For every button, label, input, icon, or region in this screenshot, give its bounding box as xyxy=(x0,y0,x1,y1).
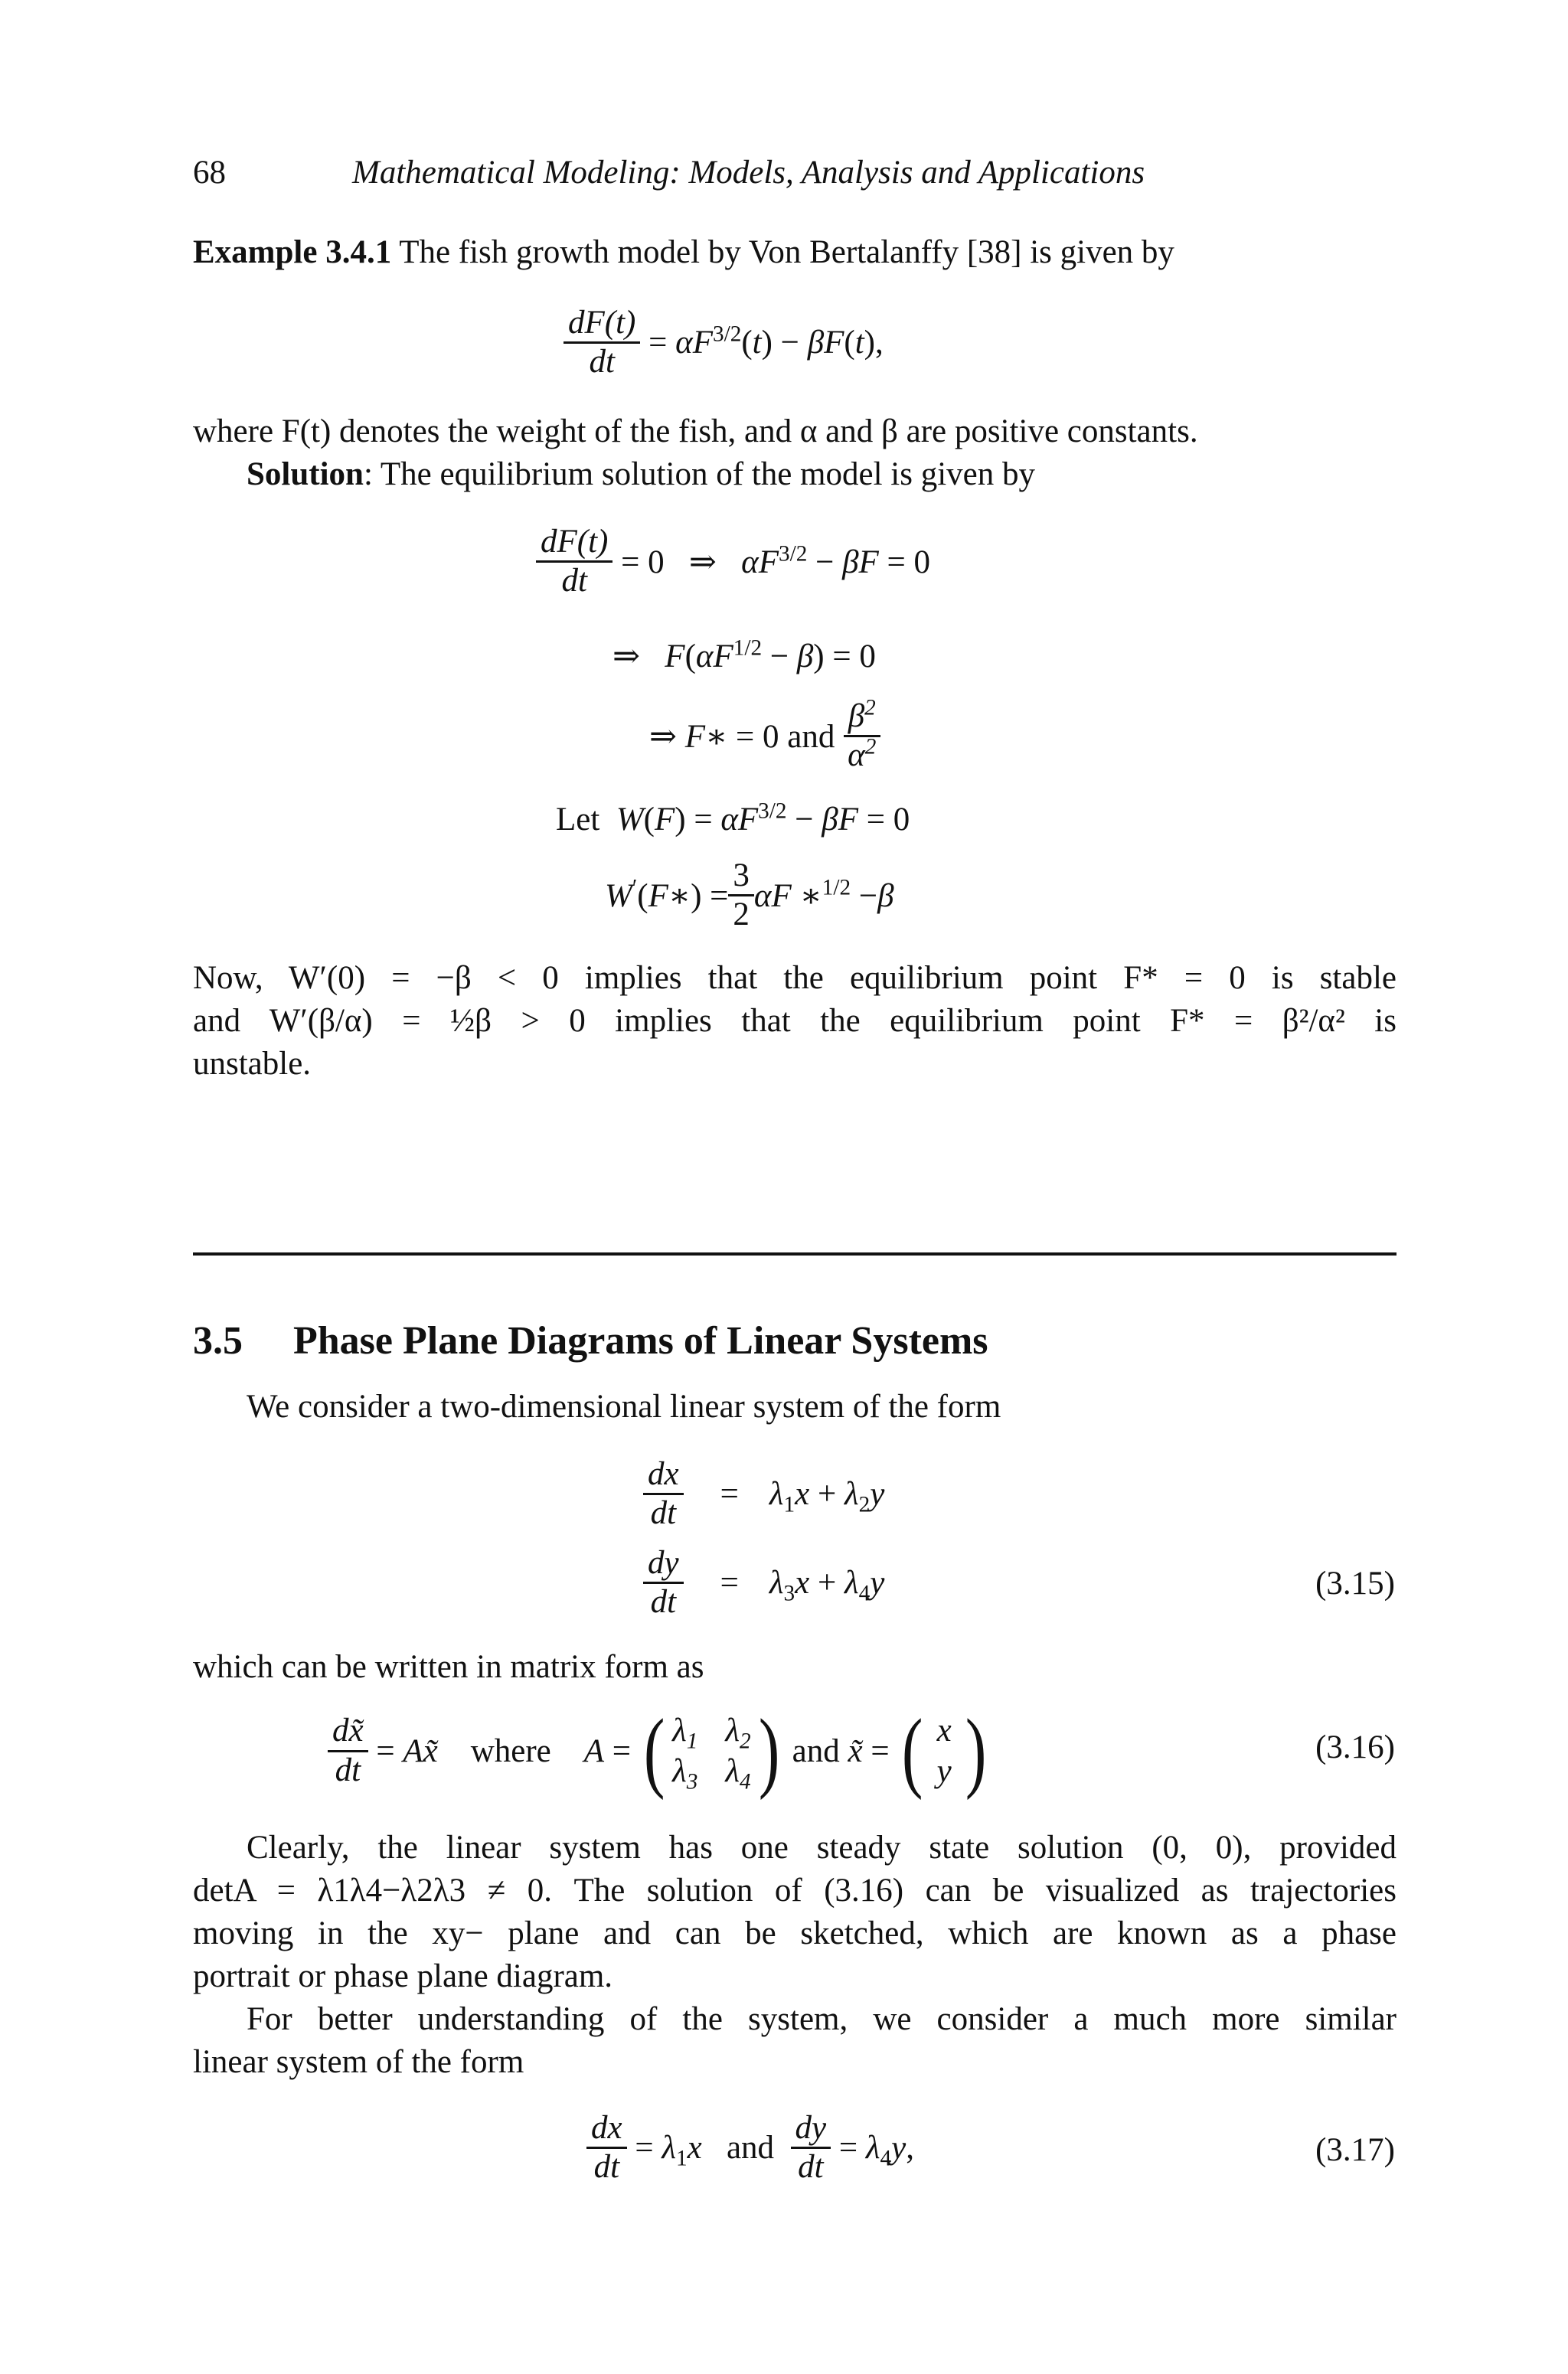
example-intro-line xyxy=(193,231,1174,274)
matrix-equation: $\frac{dx̃}{dt}$ = Ax̃ where A = ( $\lambda_1$ $\lambda_2$ $\lambda_3$ $\lambda_4$ ) and x̃ = ( x y ) xyxy=(328,1706,991,1796)
paragraph2-line-1: For better understanding of the system, we consider a much more similar xyxy=(247,2001,1396,2037)
running-header: Mathematical Modeling: Models, Analysis and Applications xyxy=(352,155,1145,191)
solution-line xyxy=(247,453,1035,496)
solution-text: : The equilibrium solution of the model is given by xyxy=(363,456,1035,492)
system-eq-dx: $\frac{dx}{dt}$ = $\lambda_1x + \lambda_2y$ xyxy=(643,1456,884,1532)
paragraph1-line-4: portrait or phase plane diagram. xyxy=(193,1958,613,1994)
equation-number-3-15: (3.15) xyxy=(1315,1566,1395,1602)
conclusion-line-1: Now, W′(0) = −β < 0 implies that the equilibrium point F* = 0 is stable xyxy=(193,960,1396,996)
equation-number-3-16: (3.16) xyxy=(1315,1729,1395,1765)
page-number: 68 xyxy=(193,155,226,191)
paragraph1-line-3: moving in the xy− plane and can be sketched, which are known as a phase xyxy=(193,1915,1396,1951)
section-title: Phase Plane Diagrams of Linear Systems xyxy=(293,1319,988,1363)
equilibrium-eq-2: ⇒ $F(\alpha F^{1/2} - \beta) = 0$ xyxy=(612,635,876,674)
system-eq-dy: $\frac{dy}{dt}$ = $\lambda_3x + \lambda_4y$ xyxy=(643,1545,884,1621)
growth-equation: $\frac{dF(t)}{dt}$ = $\alpha F^{3/2}(t) - \beta F(t)$, xyxy=(564,305,884,380)
conclusion-line-2: and W′(β/α) = ½β > 0 implies that the equilibrium point F* = β²/α² is xyxy=(193,1003,1396,1039)
example-intro: The fish growth model by Von Bertalanffy [38] is given by xyxy=(399,234,1174,270)
matrix-intro: which can be written in matrix form as xyxy=(193,1649,704,1685)
equilibrium-eq-1: $\frac{dF(t)}{dt}$ = 0 ⇒ $\alpha F^{3/2} - \beta F = 0$ xyxy=(536,524,930,599)
section-divider xyxy=(193,1252,1396,1256)
conclusion-line-3: unstable. xyxy=(193,1046,312,1082)
paragraph1-line-2: detA = λ1λ4−λ2λ3 ≠ 0. The solution of (3.16) can be visualized as trajectories xyxy=(193,1873,1396,1909)
paragraph2-line-2: linear system of the form xyxy=(193,2044,524,2080)
solution-label: Solution xyxy=(247,456,364,492)
section-number: 3.5 xyxy=(193,1319,243,1363)
let-equation: Let $W(F) = \alpha F^{3/2} - \beta F = 0$ xyxy=(556,798,910,838)
equation-number-3-17: (3.17) xyxy=(1315,2132,1395,2168)
equilibrium-eq-3: ⇒ F∗ = 0 and $\beta^2$ $\alpha^2$ xyxy=(649,698,880,774)
paragraph1-line-1: Clearly, the linear system has one steady state solution (0, 0), provided xyxy=(247,1830,1396,1866)
where-text: where F(t) denotes the weight of the fish, and α and β are positive constants. xyxy=(193,413,1198,449)
example-label: Example 3.4.1 xyxy=(193,234,392,270)
derivative-equation: W′(F∗) = $\frac{3}{2}$ αF ∗$^{1/2}$ −β xyxy=(605,857,894,933)
decoupled-equation: $\frac{dx}{dt}$ = $\lambda_1x$ and $\frac{dy}{dt}$ = $\lambda_4y$, xyxy=(586,2110,914,2186)
section-heading xyxy=(193,1317,988,1366)
section-intro: We consider a two-dimensional linear system of the form xyxy=(247,1389,1001,1425)
